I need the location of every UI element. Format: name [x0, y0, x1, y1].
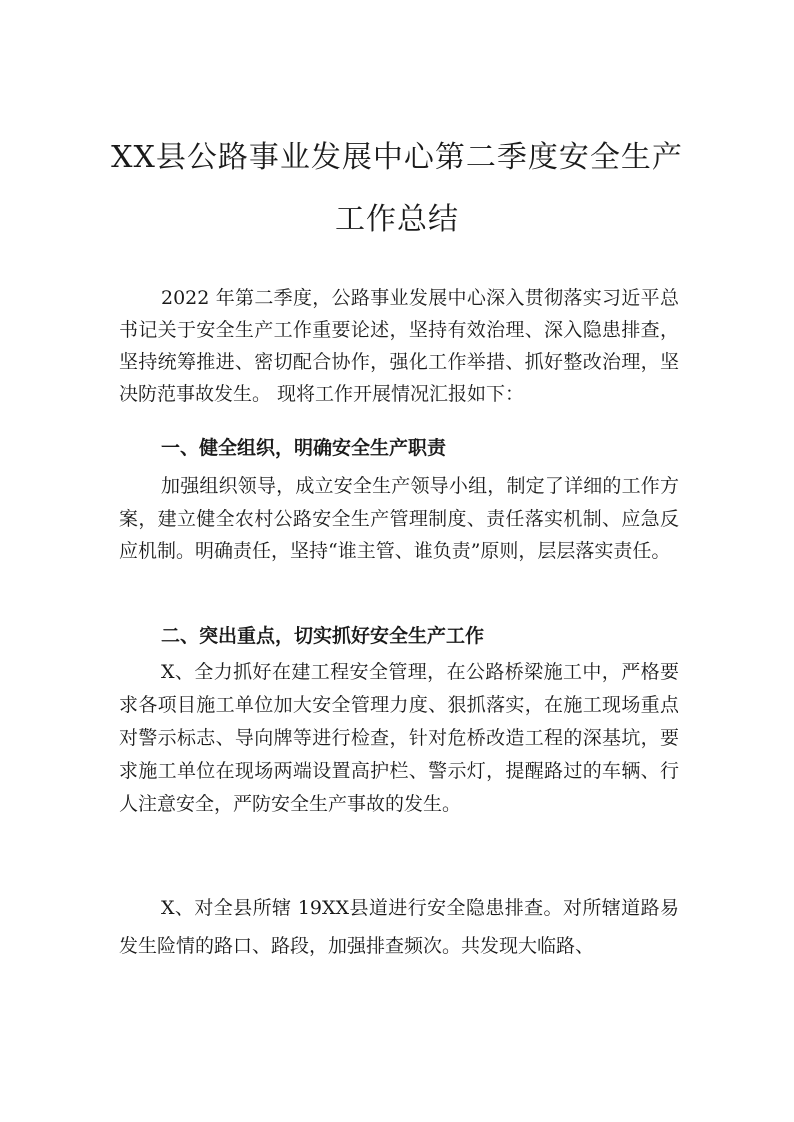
section2-heading: 二、突出重点，切实抓好安全生产工作 [161, 625, 485, 647]
section2-item2-paragraph: X、对全县所辖 19XX县道进行安全隐患排查。对所辖道路易发生险情的路口、路段，加强排查频次。共发现大临路、 [119, 897, 679, 957]
section2-item1-paragraph: X、全力抓好在建工程安全管理，在公路桥梁施工中，严格要求各项目施工单位加大安全管理力度、狠抓落实，在施工现场重点对警示标志、导向牌等进行检查，针对危桥改造工程的深基坑，要求施工单位在现场两端设置高护栏、警示灯，提醒路过的车辆、行人注意安全，严防安全生产事故的发生。 [119, 661, 679, 815]
section1-heading: 一、健全组织，明确安全生产职责 [161, 437, 447, 459]
section1-paragraph: 加强组织领导，成立安全生产领导小组，制定了详细的工作方案，建立健全农村公路安全生产管理制度、责任落实机制、应急反应机制。明确责任，坚持“谁主管、谁负责”原则，层层落实责任。 [119, 475, 679, 562]
document-title-line2: 工作总结 [335, 202, 459, 237]
intro-paragraph: 2022 年第二季度，公路事业发展中心深入贯彻落实习近平总书记关于安全生产工作重要论述，坚持有效治理、深入隐患排查，坚持统筹推进、密切配合协作，强化工作举措、抓好整改治理，坚决防范事故发生。 现将工作开展情况汇报如下： [119, 287, 679, 405]
document-title-line1: XX县公路事业发展中心第二季度安全生产 [111, 140, 683, 175]
